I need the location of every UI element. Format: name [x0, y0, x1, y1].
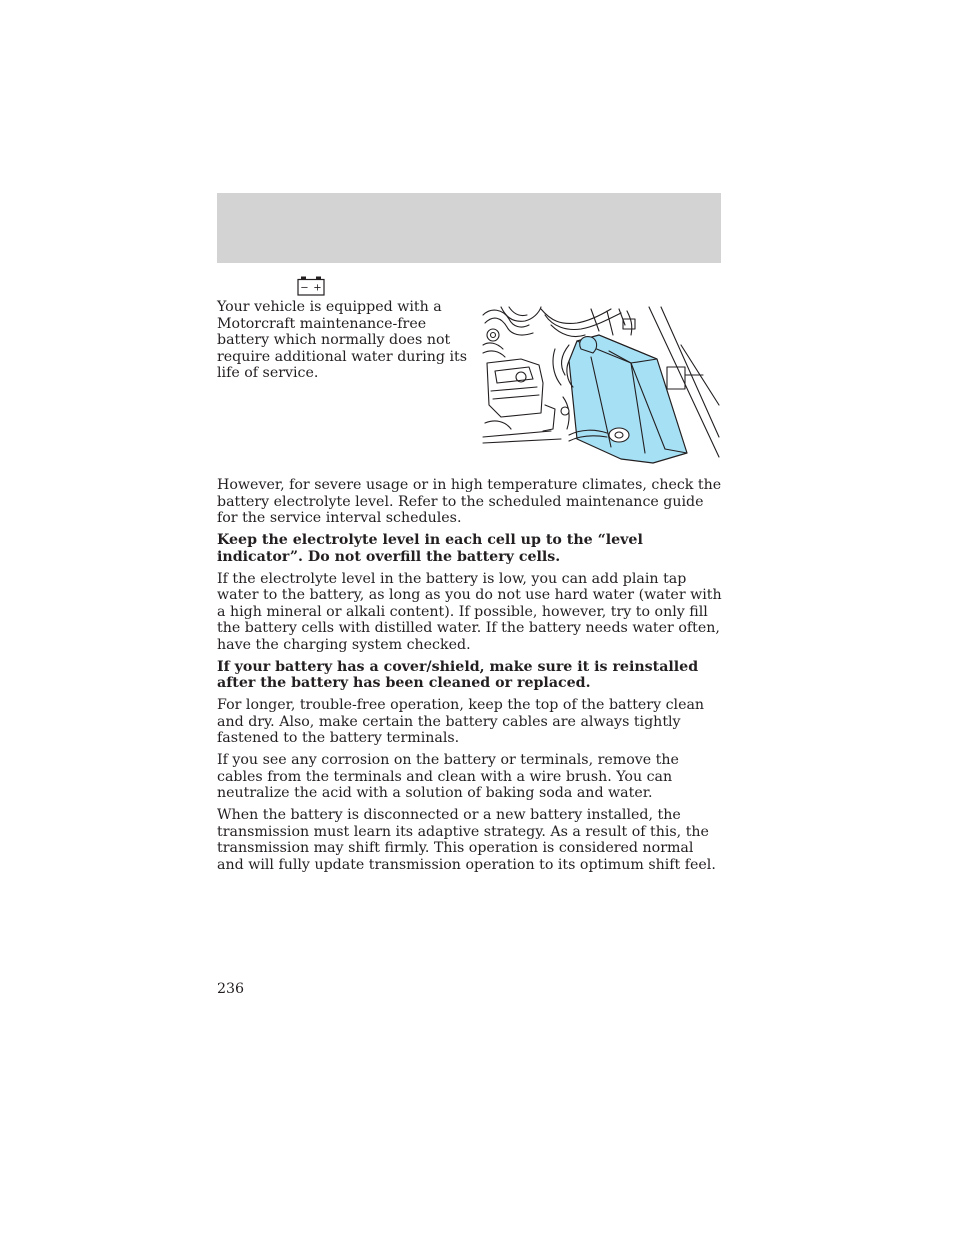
paragraph-keep-clean: For longer, trouble-free operation, keep the top of the battery clean and dry. Also, make certain the battery cables are always tightly fastened to the battery terminals. [217, 697, 705, 746]
paragraph-electrolyte-warning: Keep the electrolyte level in each cell up to the “level indicator”. Do not overfill the battery cells. [217, 532, 643, 565]
battery-icon [297, 275, 325, 297]
paragraph-transmission: When the battery is disconnected or a new battery installed, the transmission must learn its adaptive strategy. As a result of this, the transmission may shift firmly. This operation is considered normal and will fully update transmission operation to its optimum shift feel. [217, 807, 716, 873]
battery-minus-glyph: − [300, 282, 309, 294]
paragraph-corrosion: If you see any corrosion on the battery or terminals, remove the cables from the terminals and clean with a wire brush. You can neutralize the acid with a solution of baking soda and water. [217, 752, 679, 801]
paragraph-severe-usage: However, for severe usage or in high temperature climates, check the battery electrolyte level. Refer to the scheduled maintenance guide for the service interval schedules. [217, 477, 722, 526]
page-number: 236 [217, 981, 245, 997]
intro-paragraph: Your vehicle is equipped with a Motorcraft maintenance-free battery which normally does not require additional water during its life of service. [217, 299, 467, 381]
paragraph-adding-water: If the electrolyte level in the battery is low, you can add plain tap water to the battery, as long as you do not use hard water (water with a high mineral or alkali content). If possible, however, try to only fill the battery cells with distilled water. If the battery needs water often, have the charging system checked. [217, 570, 722, 653]
engine-bay-battery-illustration [481, 305, 721, 465]
paragraph-cover-warning: If your battery has a cover/shield, make sure it is reinstalled after the battery has been cleaned or replaced. [217, 658, 699, 691]
header-band [217, 193, 721, 263]
body-text [217, 477, 723, 879]
battery-plus-glyph: + [313, 282, 322, 294]
